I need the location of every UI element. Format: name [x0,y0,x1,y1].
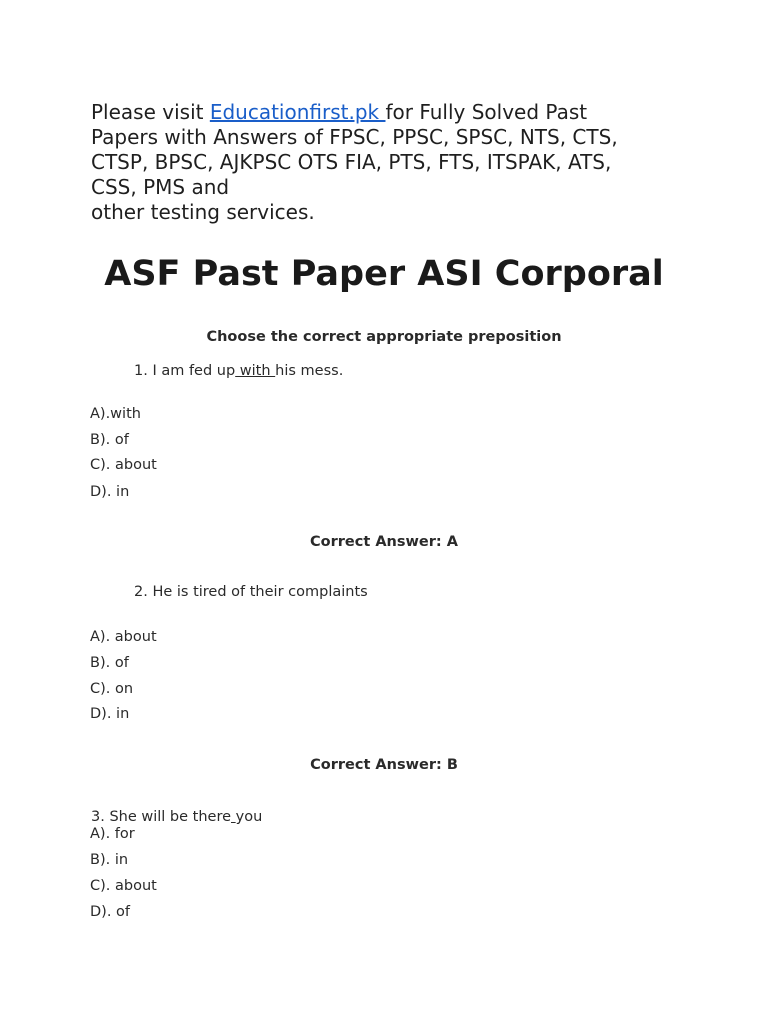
question-2-prefix: 2. He is tired of their complaints [134,584,368,600]
question-1 [134,361,343,381]
intro-line1-suffix: for Fully Solved Past [385,100,588,124]
intro-paragraph [91,100,691,225]
question-3-option-d: D). of [90,904,131,920]
question-1-option-d: D). in [90,484,130,500]
question-1-option-b: B). of [90,432,129,448]
educationfirst-link[interactable]: Educationfirst.pk [209,100,386,124]
question-3-option-a: A). for [90,826,135,842]
question-3-option-b: B). in [90,852,129,868]
intro-line-4: CSS, PMS and [91,175,230,199]
question-2-answer: Correct Answer: B [310,757,458,773]
intro-line-2: Papers with Answers of FPSC, PPSC, SPSC, NTS, CTS, [91,125,618,149]
question-3-option-c: C). about [90,878,157,894]
question-1-option-c: C). about [90,457,157,473]
question-1-blank: with [235,363,276,379]
question-3-prefix: 3. She will be there [91,809,232,825]
question-1-option-a: A).with [90,406,141,422]
intro-prefix: Please visit [91,100,210,124]
page-title: ASF Past Paper ASI Corporal [104,254,664,294]
question-1-answer: Correct Answer: A [310,534,458,550]
question-2-option-c: C). on [90,681,134,697]
question-2-option-b: B). of [90,655,129,671]
intro-line-3: CTSP, BPSC, AJKPSC OTS FIA, PTS, FTS, ITSPAK, ATS, [91,150,612,174]
intro-line-5: other testing services. [91,200,315,224]
question-1-suffix: his mess. [275,363,344,379]
question-3-suffix: you [235,809,263,825]
question-1-prefix: 1. I am fed up [134,363,236,379]
question-2-option-d: D). in [90,706,130,722]
question-2 [134,582,368,602]
question-2-option-a: A). about [90,629,157,645]
intro-line-1 [91,100,691,125]
instruction-heading: Choose the correct appropriate preposition [206,329,562,345]
